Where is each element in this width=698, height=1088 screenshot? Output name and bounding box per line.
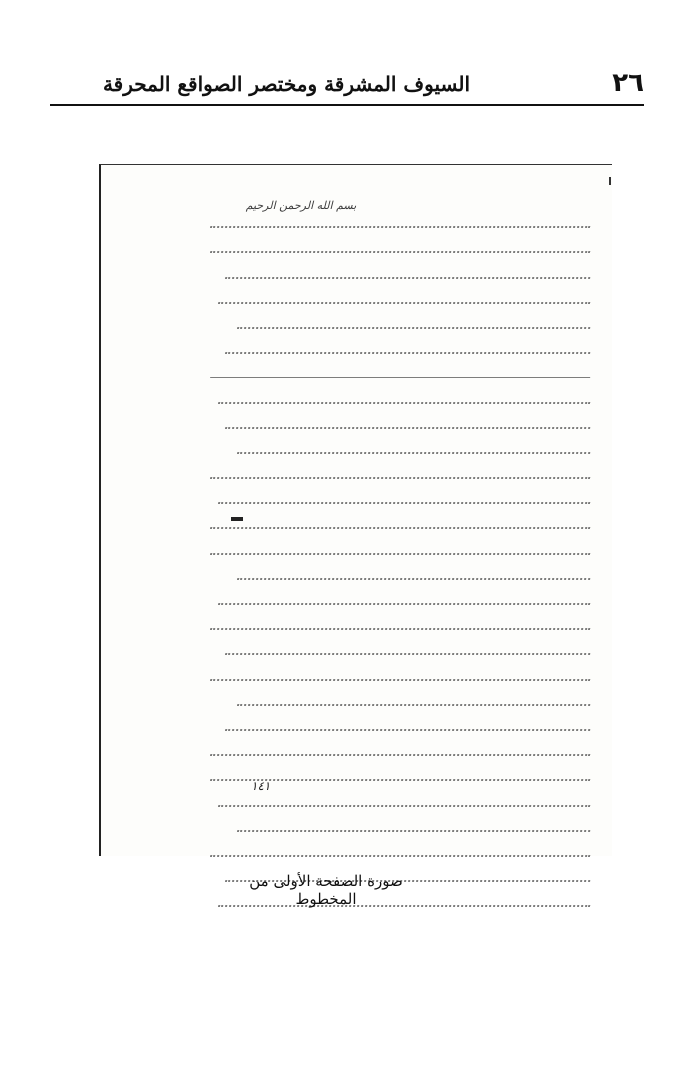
manuscript-line <box>237 440 592 454</box>
page-header <box>50 62 644 108</box>
page-number: ٢٦ <box>612 68 644 98</box>
manuscript-line <box>210 843 592 857</box>
manuscript-line <box>210 239 592 253</box>
manuscript-folio-mark: ١٤١ <box>251 779 271 793</box>
manuscript-line <box>225 340 592 354</box>
manuscript-line <box>210 742 592 756</box>
frame-tick-mark <box>609 177 611 185</box>
manuscript-line <box>225 717 592 731</box>
running-title: السيوف المشرقة ومختصر الصواقع المحرقة <box>102 72 470 96</box>
manuscript-line <box>210 515 592 529</box>
manuscript-line <box>218 490 592 504</box>
manuscript-line <box>237 818 592 832</box>
header-rule <box>50 104 644 106</box>
manuscript-line <box>210 365 592 378</box>
figure-caption: صورة الصفحة الأولى من المخطوط <box>249 872 403 908</box>
manuscript-line <box>210 616 592 630</box>
manuscript-line <box>210 465 592 479</box>
manuscript-handwriting <box>211 203 591 907</box>
manuscript-line <box>218 591 592 605</box>
manuscript-line <box>218 793 592 807</box>
manuscript-line <box>218 390 592 404</box>
manuscript-line <box>210 541 592 555</box>
manuscript-line <box>225 265 592 279</box>
manuscript-line <box>225 415 592 429</box>
manuscript-margin-mark <box>231 517 243 521</box>
manuscript-basmala: بسم الله الرحمن الرحيم <box>245 199 357 212</box>
manuscript-line <box>210 214 592 228</box>
manuscript-line <box>225 641 592 655</box>
manuscript-line <box>237 315 592 329</box>
manuscript-line <box>237 566 592 580</box>
manuscript-line <box>237 692 592 706</box>
manuscript-line <box>210 667 592 681</box>
manuscript-image <box>99 164 612 856</box>
manuscript-line <box>218 290 592 304</box>
